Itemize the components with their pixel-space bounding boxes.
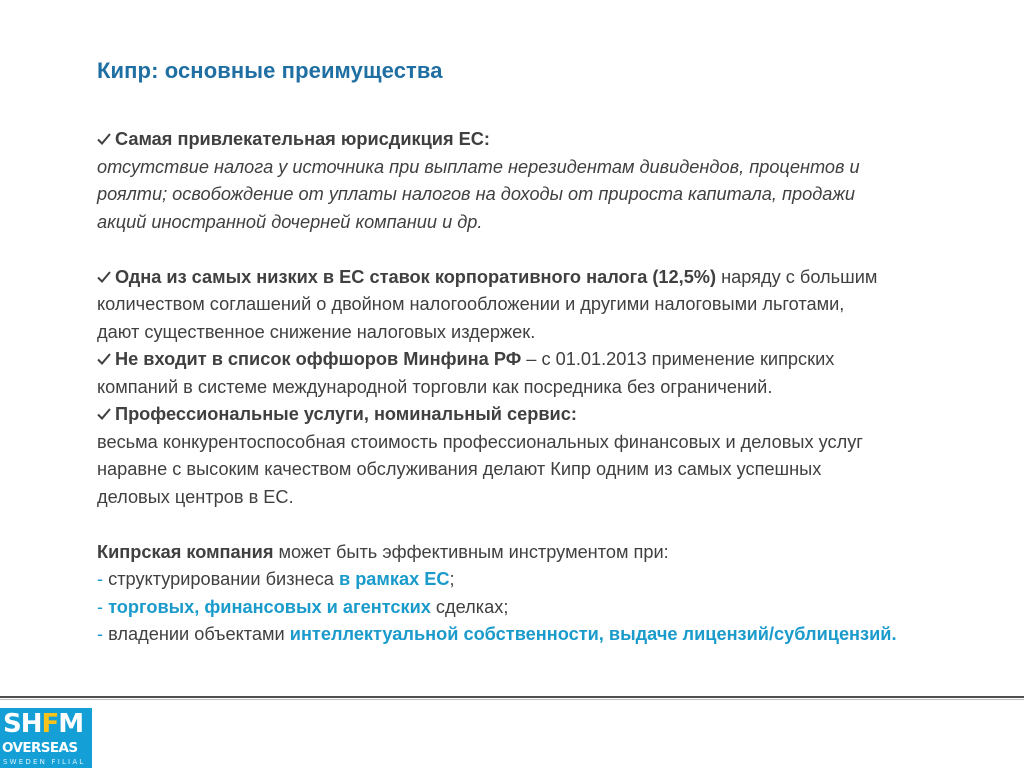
slide-title: Кипр: основные преимущества — [97, 58, 443, 83]
section-3-heading: Не входит в список оффшоров Минфина РФ – с 01.01.2013 применение кипрских — [97, 346, 997, 374]
logo-subtitle: OVERSEAS — [2, 740, 78, 756]
section-1-line: роялти; освобождение от уплаты налогов на доходы от прироста капитала, продажи — [97, 184, 856, 204]
section-1-line: акций иностранной дочерней компании и др. — [97, 211, 483, 232]
checkmark-icon — [97, 407, 111, 421]
spacer — [97, 511, 997, 539]
list-item: - торговых, финансовых и агентских сделках; — [97, 596, 509, 617]
checkmark-icon — [97, 352, 111, 366]
list-item: - структурировании бизнеса в рамках ЕС; — [97, 569, 455, 589]
section-4-heading: Профессиональные услуги, номинальный сервис: — [97, 401, 997, 429]
section-3-line: компаний в системе международной торговли как посредника без ограничений. — [97, 376, 773, 397]
footer-divider — [0, 696, 1024, 698]
checkmark-icon — [97, 270, 111, 284]
section-5-lead: Кипрская компания может быть эффективным инструментом при: — [97, 541, 669, 562]
section-1-line: отсутствие налога у источника при выплате нерезидентам дивидендов, процентов и — [97, 156, 860, 177]
spacer — [97, 236, 997, 264]
section-2-line: дают существенное снижение налоговых издержек. — [97, 321, 536, 342]
section-1-heading: Самая привлекательная юрисдикция ЕС: — [97, 126, 997, 154]
company-logo — [0, 708, 92, 768]
slide-body — [97, 126, 997, 649]
footer-divider-shadow — [0, 699, 1024, 700]
section-2-heading: Одна из самых низких в ЕС ставок корпоративного налога (12,5%) наряду с большим — [97, 264, 997, 292]
section-4-line: наравне с высоким качеством обслуживания делают Кипр одним из самых успешных — [97, 459, 822, 479]
checkmark-icon — [97, 132, 111, 146]
list-item: - владении объектами интеллектуальной собственности, выдаче лицензий/сублицензий. — [97, 624, 897, 644]
section-4-line: деловых центров в ЕС. — [97, 486, 294, 507]
logo-wordmark: SHFM — [3, 709, 84, 739]
logo-tagline: SWEDEN FILIAL — [3, 758, 86, 766]
section-2-line: количеством соглашений о двойном налогообложении и другими налоговыми льготами, — [97, 294, 845, 314]
section-4-line: весьма конкурентоспособная стоимость профессиональных финансовых и деловых услуг — [97, 431, 863, 452]
